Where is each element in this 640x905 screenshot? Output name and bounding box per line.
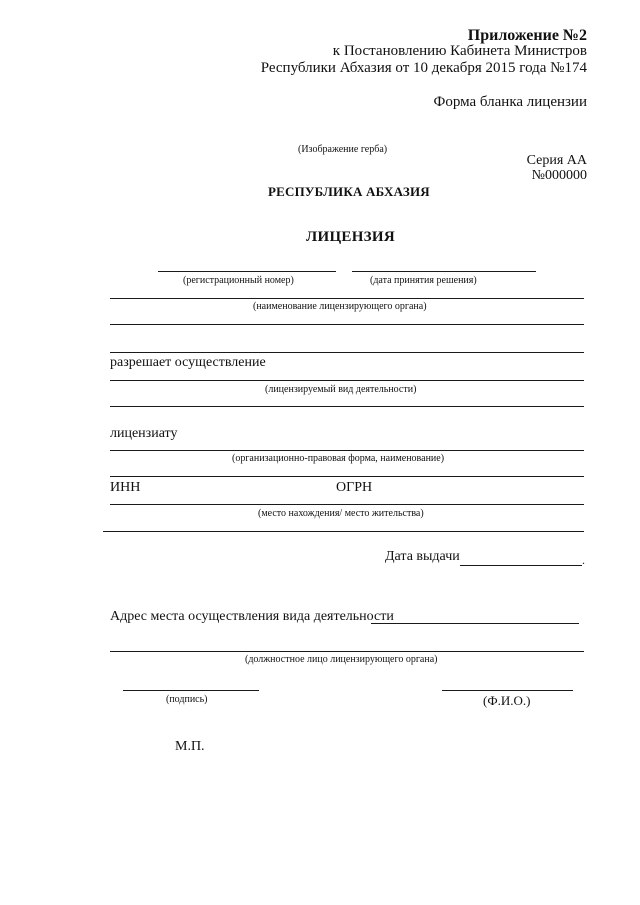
inn-ogrn-line: [110, 504, 584, 505]
series-number: №000000: [531, 168, 587, 183]
issue-date-line: [460, 565, 582, 566]
full-name-line: [442, 690, 573, 691]
licensing-authority-line: [110, 298, 584, 299]
licensing-authority-caption: (наименование лицензирующего органа): [253, 301, 427, 312]
decision-date-caption: (дата принятия решения): [370, 275, 477, 286]
document-title: ЛИЦЕНЗИЯ: [306, 229, 396, 245]
registration-number-caption: (регистрационный номер): [183, 275, 294, 286]
inn-label: ИНН: [110, 480, 141, 495]
licensee-line-2: [110, 476, 584, 477]
activity-address-line: [371, 623, 579, 624]
signature-line: [123, 690, 259, 691]
appendix-number: Приложение №2: [467, 27, 587, 44]
stamp-place-label: М.П.: [175, 739, 205, 754]
licensee-line: [110, 450, 584, 451]
issue-date-period: .: [582, 553, 585, 567]
registration-number-line: [158, 271, 336, 272]
licensee-label: лицензиату: [110, 426, 178, 441]
coat-of-arms-placeholder: (Изображение герба): [298, 144, 388, 155]
activity-type-caption: (лицензируемый вид деятельности): [265, 384, 417, 395]
location-caption: (место нахождения/ место жительства): [258, 508, 424, 519]
activity-type-line: [110, 380, 584, 381]
licensing-authority-line-3: [110, 352, 584, 353]
full-name-caption: (Ф.И.О.): [483, 693, 531, 708]
republic-name: РЕСПУБЛИКА АБХАЗИЯ: [268, 184, 430, 199]
org-form-name-caption: (организационно-правовая форма, наименование): [232, 453, 445, 464]
official-caption: (должностное лицо лицензирующего органа): [245, 654, 438, 665]
decree-line-2: Республики Абхазия от 10 декабря 2015 года №174: [260, 60, 587, 76]
activity-address-label: Адрес места осуществления вида деятельности: [110, 609, 394, 624]
decree-line-1: к Постановлению Кабинета Министров: [332, 43, 587, 59]
signature-caption: (подпись): [166, 694, 208, 705]
location-line: [103, 531, 584, 532]
official-line: [110, 651, 584, 652]
decision-date-line: [352, 271, 536, 272]
ogrn-label: ОГРН: [336, 480, 373, 495]
issue-date-label: Дата выдачи: [385, 549, 460, 564]
activity-type-line-2: [110, 406, 584, 407]
series-label: Серия АА: [526, 153, 587, 168]
form-title: Форма бланка лицензии: [433, 94, 587, 110]
licensing-authority-line-2: [110, 324, 584, 325]
permits-label: разрешает осуществление: [110, 355, 266, 370]
